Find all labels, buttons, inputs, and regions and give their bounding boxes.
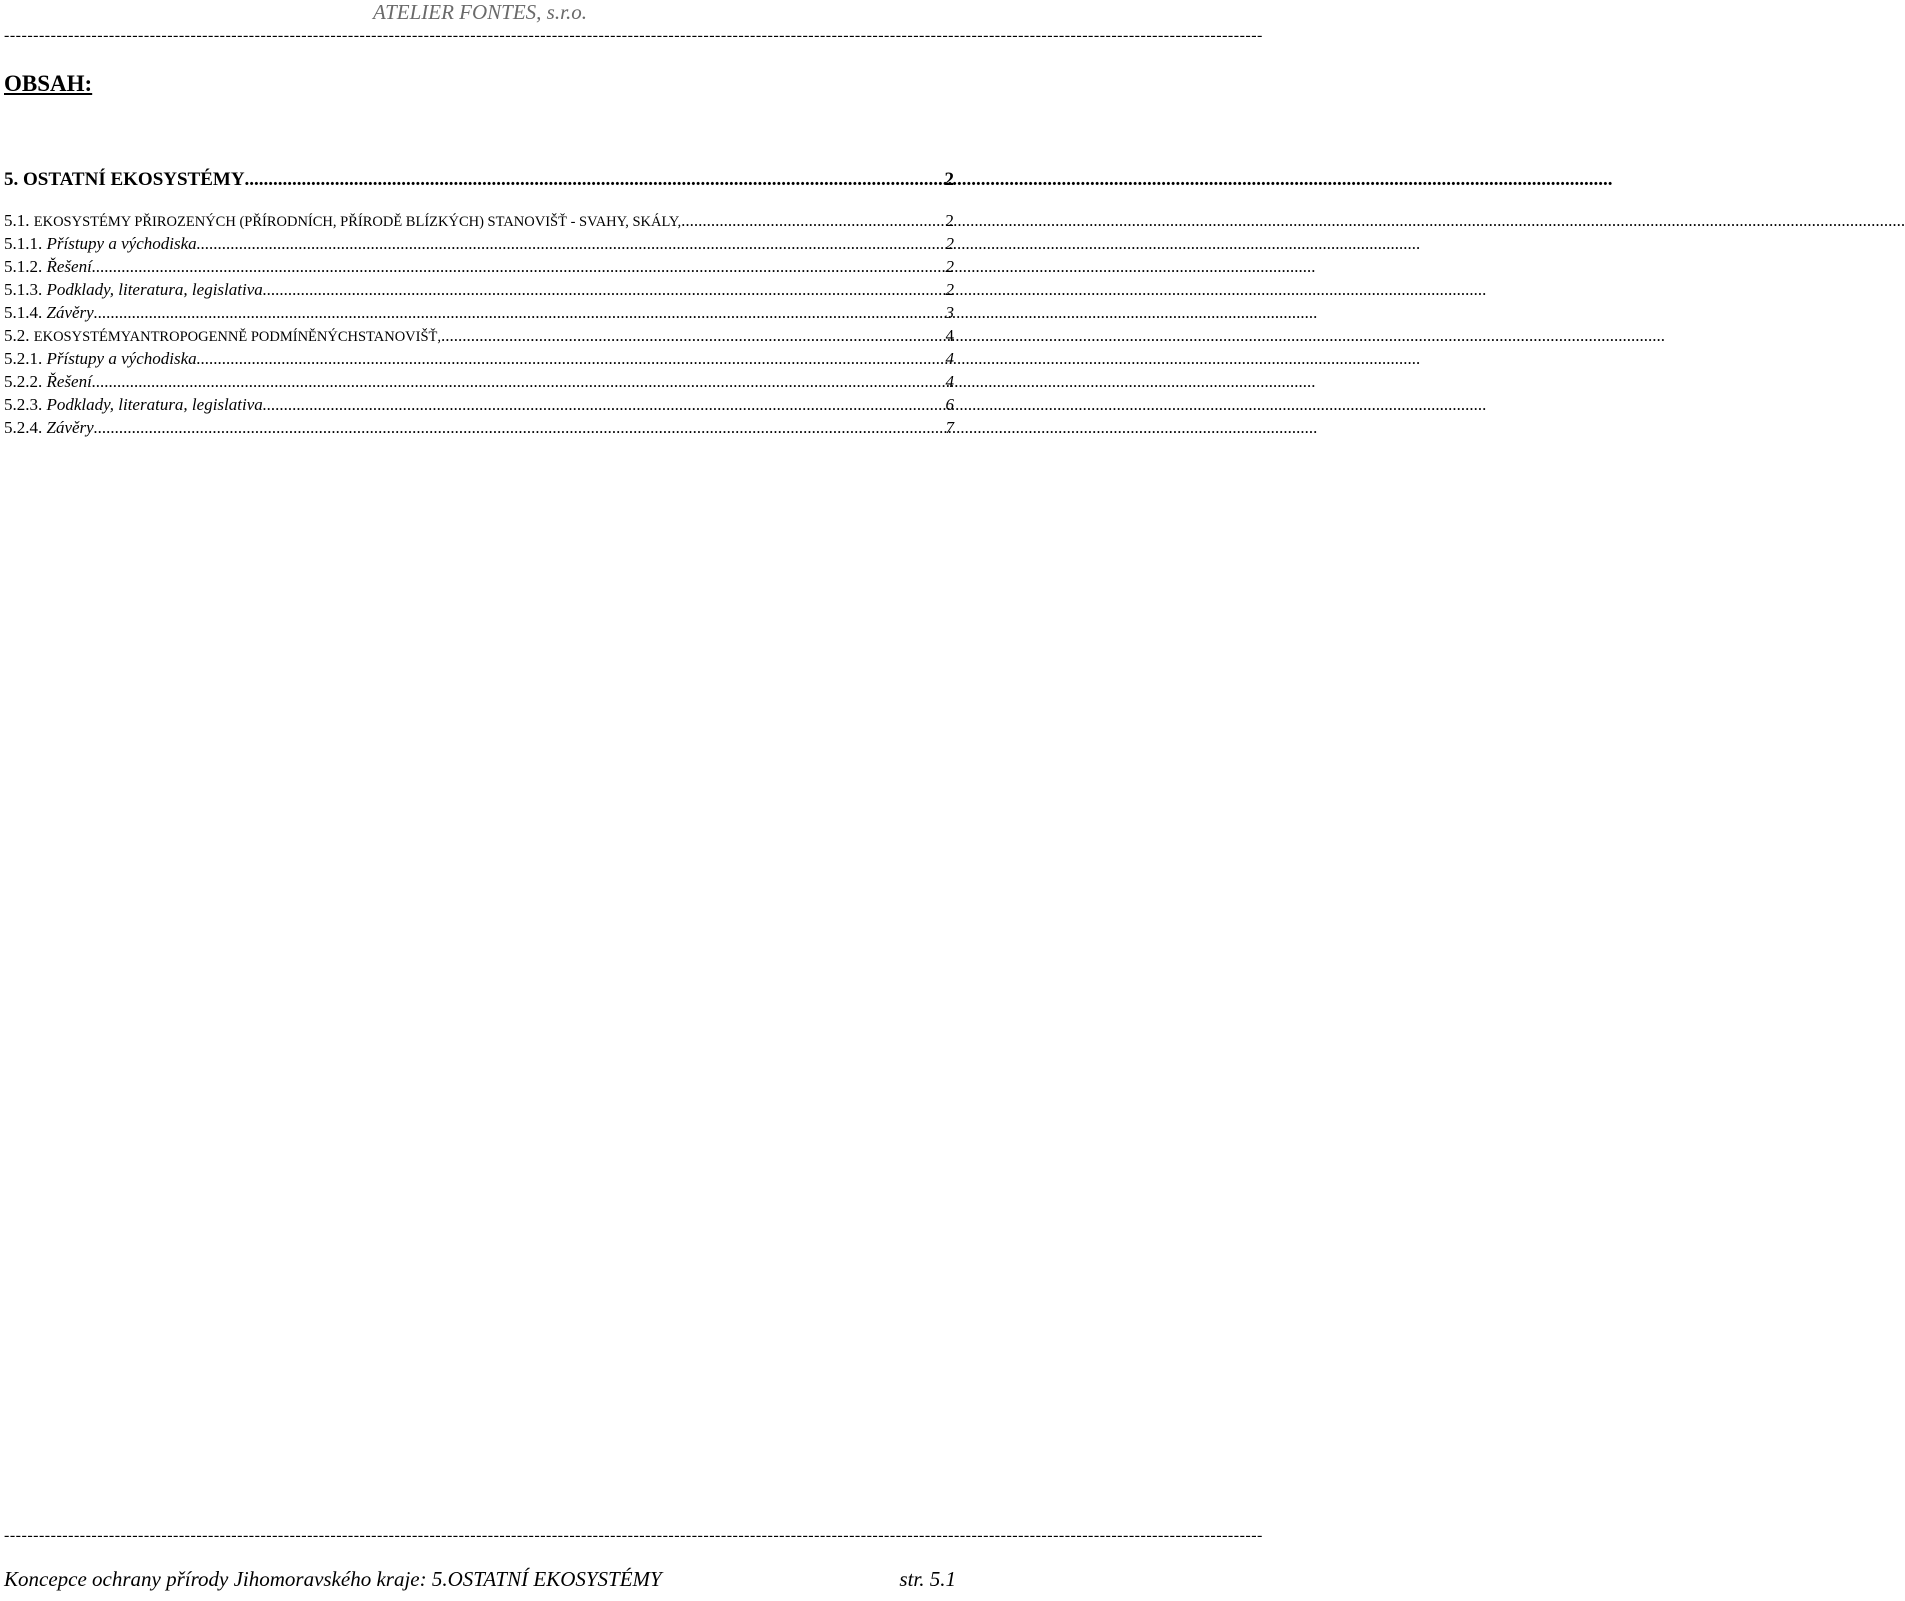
toc-item-title: Závěry: [46, 303, 94, 322]
toc-leader: [245, 166, 943, 194]
toc-item-5-1-3[interactable]: [4, 278, 956, 301]
toc-section-title: EKOSYSTÉMY PŘIROZENÝCH (PŘÍRODNÍCH, PŘÍRODĚ BLÍZKÝCH) STANOVIŠŤ - SVAHY, SKÁLY,: [33, 214, 682, 230]
toc-item-number: 5.1.2.: [4, 257, 43, 276]
toc-section-5-2[interactable]: [4, 324, 956, 347]
toc-leader: [94, 301, 944, 324]
toc-leader: [681, 209, 943, 232]
footer-page-number: str. 5.1: [899, 1567, 956, 1591]
header-divider: ------------------------------------------------------------------------------------------------------------------------------------------------------------------------------------------------------------------------: [4, 27, 1263, 44]
toc-item-number: 5.1.4.: [4, 303, 43, 322]
toc-leader: [92, 255, 944, 278]
toc-item-title: Řešení: [46, 257, 92, 276]
toc-section-number: 5.1.: [4, 211, 30, 230]
contents-heading: OBSAH:: [4, 71, 93, 96]
footer-divider: ------------------------------------------------------------------------------------------------------------------------------------------------------------------------------------------------------------------------: [4, 1527, 1263, 1544]
toc-item-title: Přístupy a východiska: [46, 234, 197, 253]
toc-item-number: 5.1.3.: [4, 280, 43, 299]
toc-page-number: 2: [945, 280, 954, 299]
toc-page-number: 3: [945, 303, 954, 322]
page-footer: [4, 1565, 956, 1593]
toc-item-5-1-4[interactable]: [4, 301, 956, 324]
toc-item-5-1-1[interactable]: [4, 232, 956, 255]
toc-page-number: 4: [945, 349, 954, 368]
toc-item-title: Řešení: [46, 372, 92, 391]
toc-section-5-1[interactable]: [4, 209, 956, 232]
toc-page-number: 2: [945, 211, 954, 230]
toc-page-number: 6: [945, 395, 954, 414]
header-company: ATELIER FONTES, s.r.o.: [373, 0, 587, 24]
toc-leader: [197, 232, 944, 255]
toc-item-5-2-1[interactable]: [4, 347, 956, 370]
toc-item-number: 5.2.1.: [4, 349, 43, 368]
toc-leader: [94, 416, 944, 439]
toc-item-number: 5.2.4.: [4, 418, 43, 437]
toc-chapter-5[interactable]: [4, 166, 956, 194]
toc-leader: [263, 393, 944, 416]
toc-page-number: 4: [945, 372, 954, 391]
toc-page-number: 7: [945, 418, 954, 437]
toc-item-title: Přístupy a východiska: [46, 349, 197, 368]
table-of-contents: [4, 166, 956, 439]
toc-item-number: 5.2.3.: [4, 395, 43, 414]
toc-page-number: 2: [944, 169, 954, 190]
toc-page-number: 4: [945, 326, 954, 345]
toc-item-title: Podklady, literatura, legislativa: [46, 280, 263, 299]
toc-item-title: Závěry: [46, 418, 94, 437]
toc-item-title: Podklady, literatura, legislativa: [46, 395, 263, 414]
toc-leader: [441, 324, 943, 347]
toc-leader: [197, 347, 944, 370]
toc-leader: [92, 370, 944, 393]
toc-leader: [263, 278, 944, 301]
toc-item-5-2-3[interactable]: [4, 393, 956, 416]
toc-page-number: 2: [945, 257, 954, 276]
toc-item-number: 5.2.2.: [4, 372, 43, 391]
toc-section-number: 5.2.: [4, 326, 30, 345]
footer-document-title: Koncepce ochrany přírody Jihomoravského kraje: 5.OSTATNÍ EKOSYSTÉMY: [4, 1567, 662, 1591]
toc-section-title: EKOSYSTÉMYANTROPOGENNĚ PODMÍNĚNÝCHSTANOVIŠŤ,: [33, 329, 442, 345]
toc-item-5-2-2[interactable]: [4, 370, 956, 393]
toc-item-number: 5.1.1.: [4, 234, 43, 253]
toc-item-5-2-4[interactable]: [4, 416, 956, 439]
toc-chapter-title: 5. OSTATNÍ EKOSYSTÉMY: [4, 169, 245, 190]
toc-item-5-1-2[interactable]: [4, 255, 956, 278]
toc-page-number: 2: [945, 234, 954, 253]
